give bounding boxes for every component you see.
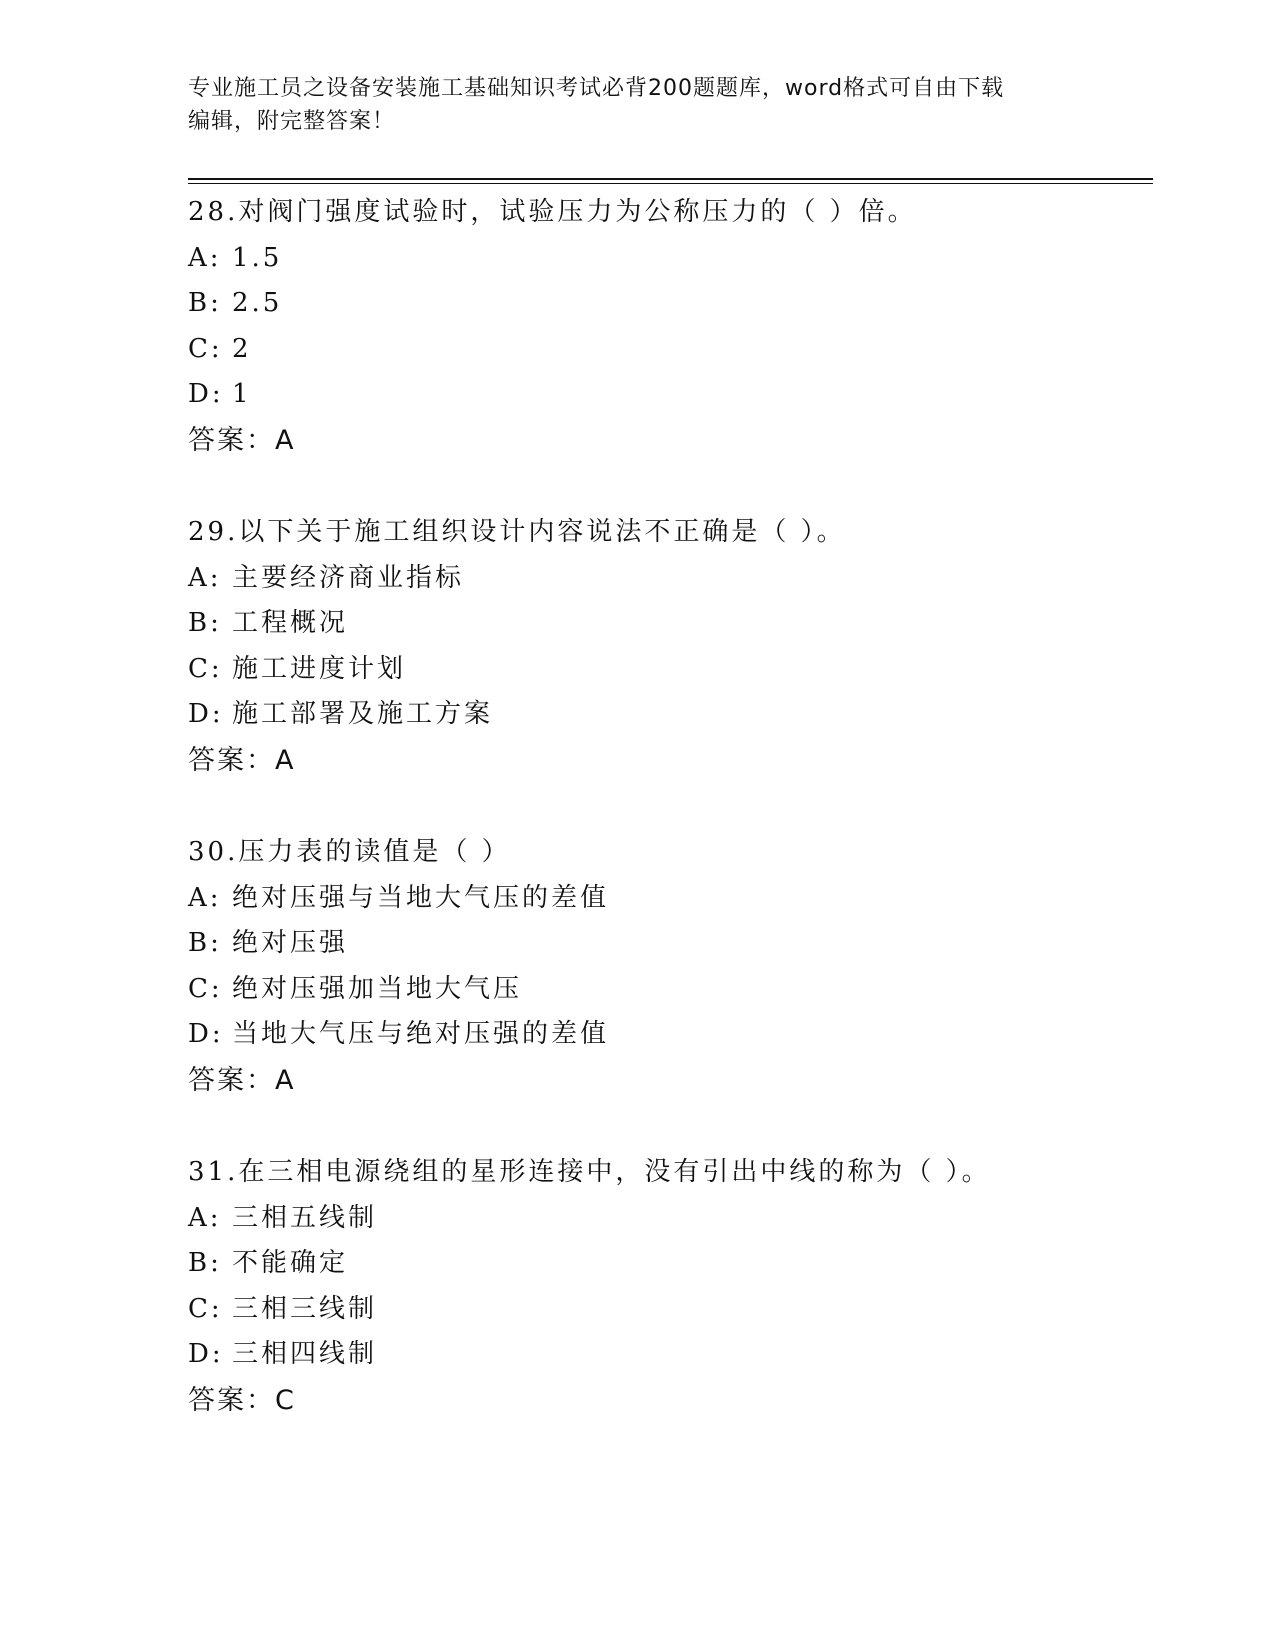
option-d (188, 1012, 1168, 1058)
question-stem: 30.压力表的读值是（ ） (188, 837, 511, 867)
option-text: 2.5 (232, 288, 283, 319)
question-28 (188, 190, 1168, 464)
option-text: 不能确定 (232, 1248, 349, 1279)
answer-line (188, 418, 1168, 464)
answer-line (188, 738, 1168, 784)
answer-label: 答案： (188, 1064, 275, 1096)
answer-value: C (275, 1384, 296, 1416)
option-text: 绝对压强与当地大气压的差值 (232, 882, 610, 913)
option-text: 三相五线制 (232, 1202, 378, 1233)
option-letter: D: (188, 699, 224, 730)
option-text: 三相四线制 (232, 1339, 378, 1370)
question-29 (188, 510, 1168, 784)
option-c (188, 1287, 1168, 1333)
header-line-2: 编辑，附完整答案！ (188, 109, 396, 134)
option-a (188, 1196, 1168, 1242)
option-letter: B: (188, 928, 222, 959)
option-letter: B: (188, 288, 222, 319)
option-b (188, 921, 1168, 967)
option-letter: A: (188, 1202, 222, 1233)
option-text: 三相三线制 (232, 1293, 378, 1324)
option-b (188, 281, 1168, 327)
document-header (188, 72, 1088, 138)
header-divider-thin (188, 183, 1153, 184)
question-stem: 28.对阀门强度试验时，试验压力为公称压力的（ ）倍。 (188, 197, 917, 227)
option-d (188, 372, 1168, 418)
header-line-1: 专业施工员之设备安装施工基础知识考试必背200题题库，word格式可自由下载 (188, 76, 1005, 101)
header-divider-thick (188, 178, 1153, 180)
option-b (188, 1241, 1168, 1287)
option-letter: C: (188, 973, 223, 1004)
option-b (188, 601, 1168, 647)
option-c (188, 647, 1168, 693)
option-letter: B: (188, 608, 222, 639)
answer-value: A (275, 1064, 296, 1096)
option-text: 当地大气压与绝对压强的差值 (232, 1019, 610, 1050)
answer-label: 答案： (188, 424, 275, 456)
answer-line (188, 1058, 1168, 1104)
option-c (188, 327, 1168, 373)
option-a (188, 236, 1168, 282)
option-letter: C: (188, 333, 223, 364)
option-text: 工程概况 (232, 608, 349, 639)
option-text: 2 (232, 333, 252, 364)
option-d (188, 1332, 1168, 1378)
option-letter: C: (188, 653, 223, 684)
answer-label: 答案： (188, 1384, 275, 1416)
option-letter: D: (188, 1019, 224, 1050)
option-text: 绝对压强加当地大气压 (232, 973, 523, 1004)
answer-value: A (275, 424, 296, 456)
option-letter: D: (188, 379, 224, 410)
option-a (188, 556, 1168, 602)
option-letter: B: (188, 1248, 222, 1279)
option-letter: A: (188, 882, 222, 913)
option-letter: C: (188, 1293, 223, 1324)
option-letter: A: (188, 562, 222, 593)
question-stem: 29.以下关于施工组织设计内容说法不正确是（ ）。 (188, 517, 846, 547)
option-letter: A: (188, 242, 222, 273)
answer-value: A (275, 744, 296, 776)
answer-line (188, 1378, 1168, 1424)
option-c (188, 967, 1168, 1013)
option-text: 施工进度计划 (232, 653, 407, 684)
option-d (188, 692, 1168, 738)
answer-label: 答案： (188, 744, 275, 776)
question-30 (188, 830, 1168, 1104)
option-text: 绝对压强 (232, 928, 349, 959)
option-text: 1 (232, 379, 252, 410)
option-text: 1.5 (232, 242, 283, 273)
option-letter: D: (188, 1339, 224, 1370)
question-stem: 31.在三相电源绕组的星形连接中，没有引出中线的称为（ ）。 (188, 1157, 991, 1187)
question-31 (188, 1150, 1168, 1424)
option-text: 施工部署及施工方案 (232, 699, 494, 730)
option-text: 主要经济商业指标 (232, 562, 465, 593)
option-a (188, 876, 1168, 922)
